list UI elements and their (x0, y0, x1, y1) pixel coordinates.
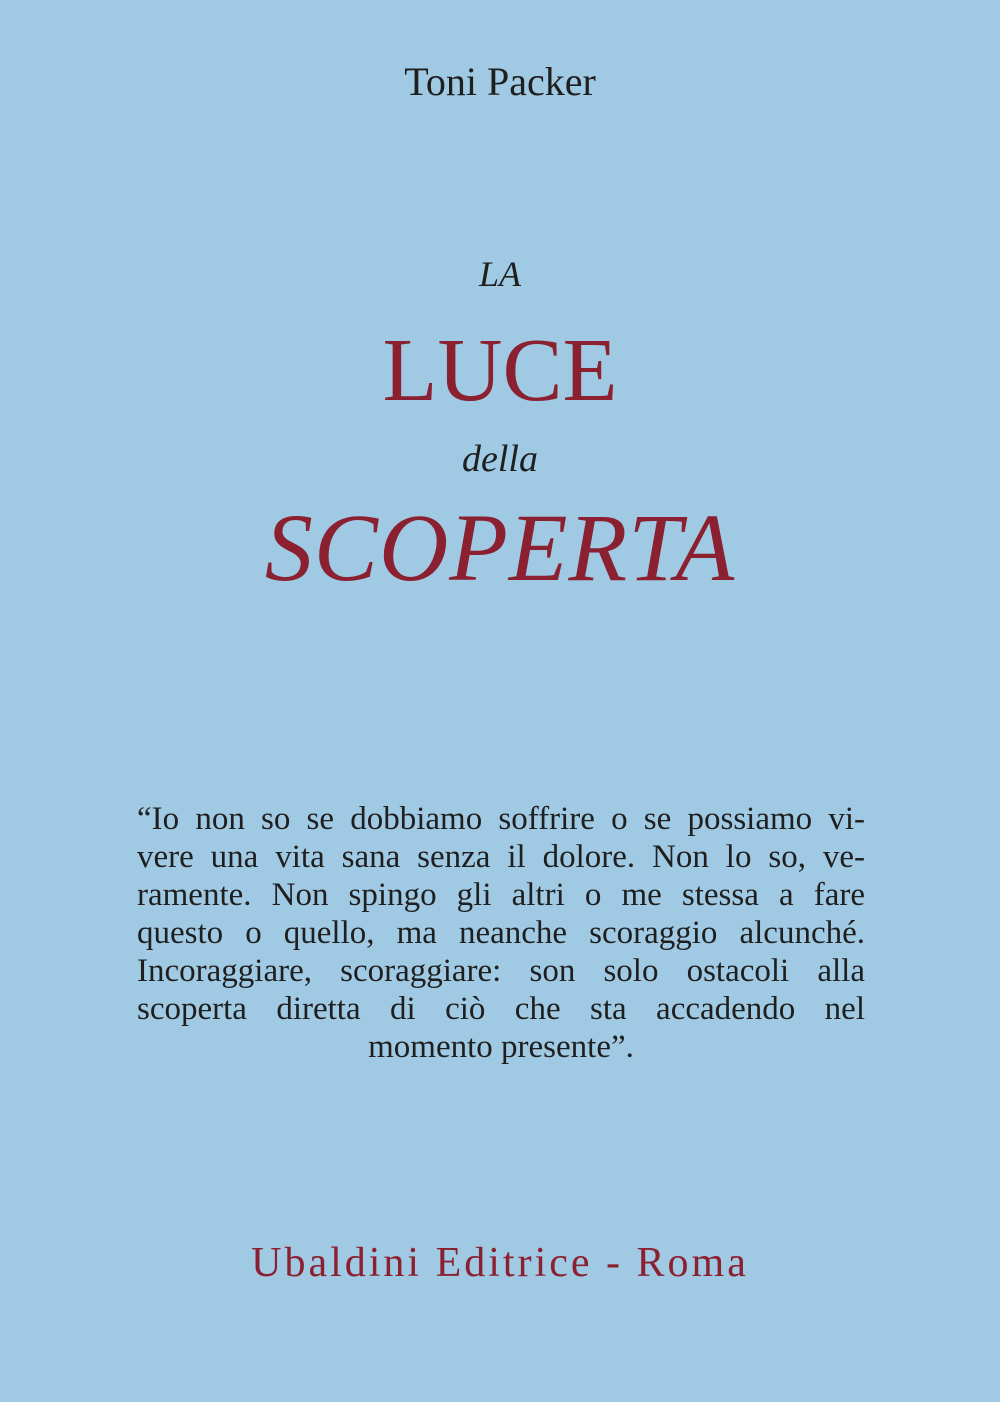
title-preposition: della (462, 438, 538, 480)
quote-line: questo o quello, ma neanche scoraggio alcunché. (137, 915, 865, 951)
quote-line: momento presente”. (368, 1029, 634, 1065)
title-final-word: SCOPERTA (264, 494, 736, 601)
title-main-word: LUCE (382, 321, 618, 420)
title-article: LA (478, 254, 521, 294)
publisher-name: Ubaldini Editrice - Roma (251, 1240, 749, 1286)
quote-line: “Io non so se dobbiamo soffrire o se possiamo vi- (137, 801, 865, 837)
quote-line: scoperta diretta di ciò che sta accadendo nel (137, 991, 865, 1027)
quote-line: vere una vita sana senza il dolore. Non lo so, ve- (137, 839, 865, 875)
quote-line: Incoraggiare, scoraggiare: son solo ostacoli alla (137, 953, 865, 989)
cover-quote (137, 800, 865, 1066)
author-name: Toni Packer (404, 59, 596, 104)
quote-line: ramente. Non spingo gli altri o me stessa a fare (137, 877, 865, 913)
